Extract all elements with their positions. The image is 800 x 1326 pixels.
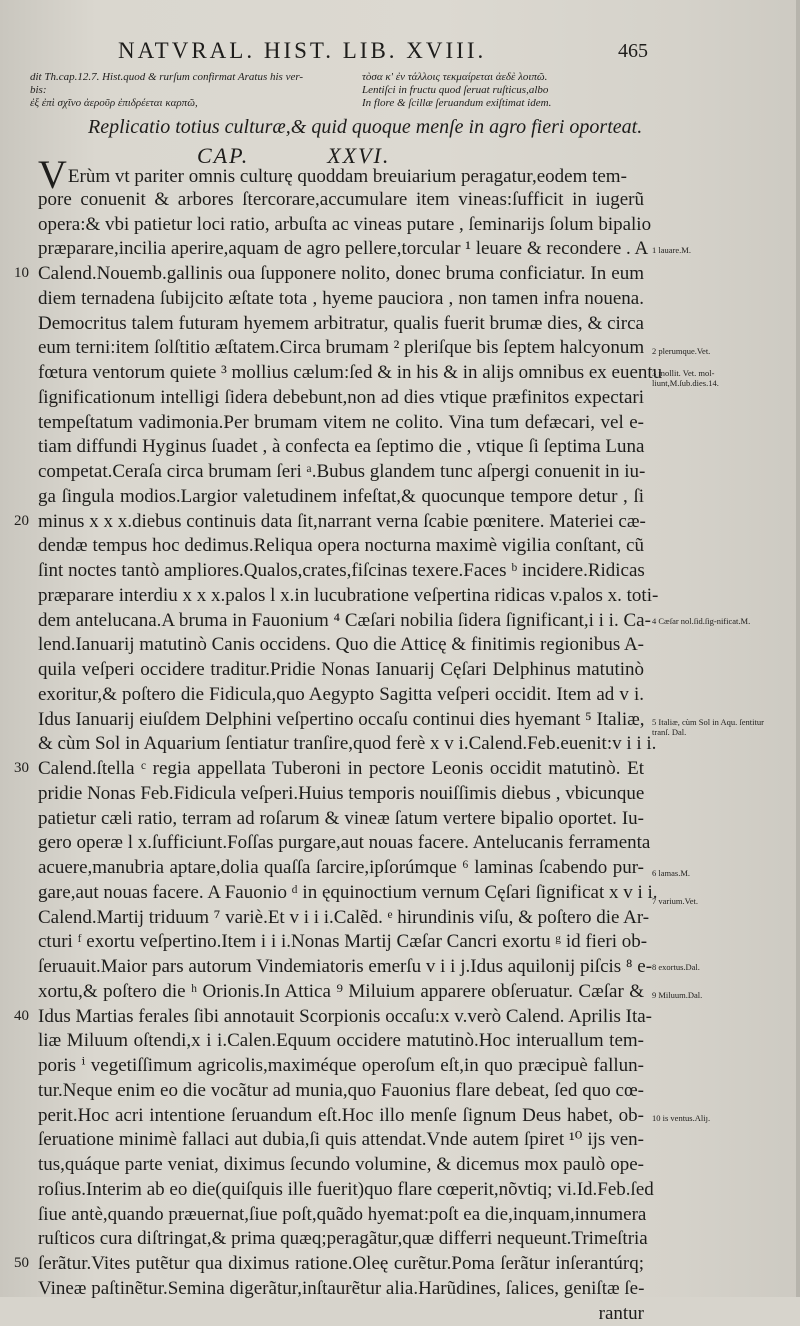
margin-note: 4 Cæſar nol.ſid.ſig-nificat.M. (652, 616, 772, 626)
text-line: opera:& vbi patietur loci ratio, arbuſta ac vineas putare , ſeminarijs ſolum bipalio (38, 213, 644, 238)
text-line: ga ſingula modios.Largior valetudinem infeſtat,& quocunque tempore detur , ſi (38, 485, 644, 510)
top-note-line: bis: (30, 84, 47, 96)
text-line: ſint noctes tantò ampliores.Qualos,crates,fiſcinas texere.Faces ᵇ incidere.Ridicas (38, 559, 644, 584)
text-line: tiam diffundi Hyginus ſuadet , à confecta ea ſeptimo die , vtique ſi ſeptima Luna (38, 435, 644, 460)
margin-note: 9 Miluum.Dal. (652, 990, 772, 1000)
running-title: NATVRAL. HIST. LIB. XVIII. (118, 38, 486, 64)
text-line: & cùm Sol in Aquarium ſentiatur tranſire,quod ferè x v i.Calend.Feb.euenit:v i i i. (38, 732, 644, 757)
drop-cap: V (38, 152, 67, 197)
text-line: tus,quáque parte veniat, diximus ſecundo volumine, & dicemus mox paulò ope- (38, 1153, 644, 1178)
text-line: præparare,incilia aperire,aquam de agro pellere,torcular ¹ leuare & recondere . A (38, 237, 644, 262)
margin-note: 10 is ventus.Aliȷ. (652, 1113, 772, 1123)
text-line: ruſticos cura diſtringat,& prima quæq;peragãtur,quæ differri nequeunt.Trimeſtria (38, 1227, 644, 1252)
text-line: ſeruauit.Maior pars autorum Vindemiatoris emerſu v i i j.Idus aquilonij piſcis ⁸ e- (38, 955, 644, 980)
margin-note: 5 Italiæ, cùm Sol in Aqu. ſentitur tranſ. Dal. (652, 717, 772, 737)
text-line: ſiue antè,quando præuernat,ſiue poſt,quãdo hyemat:poſt ea die,inquam,innumera (38, 1203, 644, 1228)
text-line: gero operæ l x.ſufficiunt.Foſſas purgare,aut nouas facere. Antelucanis ferramenta (38, 831, 644, 856)
cap-label: CAP. (197, 143, 249, 168)
text-line: liæ Miluum oſtendi,x i i.Calen.Equum occidere matutinò.Hoc interuallum tem- (38, 1029, 644, 1054)
text-line: pridie Nonas Feb.Fidicula veſperi.Huius temporis nouiſſimis diebus , vbicunque (38, 782, 644, 807)
text-line: diem ternadena ſubijcito æſtate tota , hyeme pauciora , non tamen infra nouena. (38, 287, 644, 312)
text-line: tur.Neque enim eo die vocãtur ad munia,quo Fauonius flare debeat, ſed quo cœ- (38, 1079, 644, 1104)
chapter-heading: Replicatio totius culturæ,& quid quoque menſe in agro fieri oporteat. (88, 116, 642, 139)
text-line: Calend.Martij triduum ⁷ variè.Et v i i i.Calẽd. ᵉ hirundinis viſu, & poſtero die Ar- (38, 906, 644, 931)
line-number: 30 (14, 760, 29, 777)
margin-note: 1 lauare.M. (652, 245, 772, 255)
text-line: præparare interdiu x x x.palos l x.in lucubratione veſpertina ridicas v.palos x. toti- (38, 584, 644, 609)
text-line: dem antelucana.A bruma in Fauonium ⁴ Cæſari nobilia ſidera ſignificant,i i i. Ca- (38, 609, 644, 634)
text-line: poris ⁱ vegetiſſimum agricolis,maximéque operoſum eſt,in quo præcipuè fallun- (38, 1054, 644, 1079)
text-line: dendæ tempus hoc dedimus.Reliqua opera nocturna maximè vigilia conſtant, cũ (38, 534, 644, 559)
text-line: acuere,manubria aptare,dolia quaſſa ſarcire,ipſorúmque ⁶ laminas ſcabendo pur- (38, 856, 644, 881)
top-greek-line: τὸσα κ' ἐν τάλλοις τεκμαίρεται ἀεδὲ λοιπῶ. (362, 71, 547, 83)
margin-note: 6 lamas.M. (652, 868, 772, 878)
margin-note: 3 mollit. Vet. mol-liunt,M.ſub.dies.14. (652, 368, 772, 388)
text-line: rantur (38, 1302, 644, 1326)
margin-note: 7 varium.Vet. (652, 896, 772, 906)
margin-note: 2 plerumque.Vet. (652, 346, 772, 356)
text-line: minus x x x.diebus continuis data ſit,narrant verna ſcabie pœnitere. Materiei cæ- (38, 510, 644, 535)
text-line: perit.Hoc acri intentione ſeruandum eſt.Hoc illo menſe ſignum Deus habet, ob- (38, 1104, 644, 1129)
text-line: ſerãtur.Vites putẽtur qua diximus ratione.Oleę curẽtur.Poma ſerãtur inſerantúrq; (38, 1252, 644, 1277)
text-line: pore conuenit & arbores ſtercorare,accumulare item vineas:ſufficit in iugerũ (38, 188, 644, 213)
text-line: gare,aut nouas facere. A Fauonio ᵈ in ęquinoctium vernum Cęſari ſignificat x v i i. (38, 881, 644, 906)
line-number: 50 (14, 1255, 29, 1272)
body-text (38, 163, 644, 1326)
text-line: Idus Ianuarij eiuſdem Delphini veſpertino occaſu continui dies hyemant ⁵ Italiæ, (38, 708, 644, 733)
text-line: fœtura ventorum quiete ³ mollius cælum:ſed & in his & in alijs omnibus ex euentu (38, 361, 644, 386)
text-line: exoritur,& poſtero die Fidicula,quo Aegypto Sagitta veſperi occidit. Item ad v i. (38, 683, 644, 708)
cap-number: XXVI. (327, 143, 390, 168)
line-number: 10 (14, 265, 29, 282)
text-line: tempeſtatum vadimonia.Per brumam vitem ne colito. Vina tum defæcari, vel e- (38, 411, 644, 436)
text-line: ſignificationum intelligi ſidera debebunt,non ad dies vtique præfinitos expectari (38, 386, 644, 411)
text-line: Idus Martias ferales ſibi annotauit Scorpionis occaſu:x v.verò Calend. Aprilis Ita- (38, 1005, 644, 1030)
text-line: xortu,& poſtero die ʰ Orionis.In Attica ⁹ Miluium apparere obſeruatur. Cæſar & (38, 980, 644, 1005)
text-line: cturi ᶠ exortu veſpertino.Item i i i.Nonas Martij Cæſar Cancri exortu ᵍ id fieri ob- (38, 930, 644, 955)
text-line: lend.Ianuarij matutinò Canis occidens. Quo die Atticę & finitimis regionibus A- (38, 633, 644, 658)
text-line: quila veſperi occidere traditur.Pridie Nonas Ianuarij Cęſari Delphinus matutinò (38, 658, 644, 683)
text-line: eum terni:item ſolſtitio æſtatem.Circa brumam ² pleriſque bis ſeptem halcyonum (38, 336, 644, 361)
page-number: 465 (618, 40, 648, 63)
top-greek-line: ἐξ ἐπὶ σχῖνο ἀεροῦρ ἐπιδρέεται καρπῶ, (30, 97, 198, 109)
text-line: competat.Ceraſa circa brumam ſeri ᵃ.Bubus glandem tunc aſpergi conuenit in iu- (38, 460, 644, 485)
text-line: Calend.Nouemb.gallinis oua ſupponere nolito, donec bruma conficiatur. In eum (38, 262, 644, 287)
text-line: patietur cæli ratio, terram ad roſarum & vineæ ſatum vertere bipalio oportet. Iu- (38, 807, 644, 832)
text-line (38, 163, 644, 188)
text-line: Calend.ſtella ᶜ regia appellata Tuberoni in pectore Leonis occidit matutinò. Et (38, 757, 644, 782)
text-line: ſeruatione minimè fallaci aut dubia,ſi quis attendat.Vnde autem ſpiret ¹⁰ ijs ven- (38, 1128, 644, 1153)
text-line: Vineæ paſtinẽtur.Semina digerãtur,inſtaurẽtur alia.Harũdines, ſalices, geniſtæ ſe- (38, 1277, 644, 1302)
margin-note: 8 exortus.Dal. (652, 962, 772, 972)
page-edge-shadow (796, 0, 800, 1297)
top-verse-line: Lentiſci in fructu quod ſeruat ruſticus,albo (362, 84, 548, 96)
text-line: Democritus talem futuram hyemem arbitratur, qualis fuerit brumæ dies, & circa (38, 312, 644, 337)
line-number: 40 (14, 1008, 29, 1025)
text-line-content: Erùm vt pariter omnis culturę quoddam breuiarium peragatur,eodem tem- (68, 166, 627, 187)
line-number: 20 (14, 513, 29, 530)
top-note-line: dit Th.cap.12.7. Hist.quod & rurſum confirmat Aratus his ver- (30, 71, 303, 83)
text-line: roſius.Interim ab eo die(quiſquis ille fuerit)quo flare cœperit,nõvtiq; vi.Id.Feb.ſed (38, 1178, 644, 1203)
top-verse-line: In flore & ſcillæ ſeruandum exiſtimat idem. (362, 97, 551, 109)
